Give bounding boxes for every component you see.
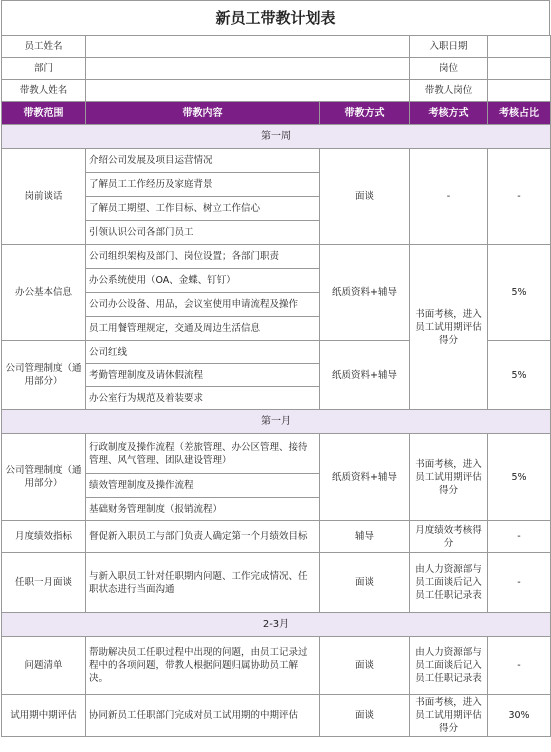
ratio-cell: 5%	[488, 245, 551, 341]
content-cell: 与新入职员工针对任职期内问题、工作完成情况、任职状态进行当面沟通	[86, 553, 320, 613]
section-title: 2-3月	[2, 613, 551, 637]
scope-cell: 试用期中期评估	[2, 695, 86, 737]
header-ratio: 考核占比	[488, 102, 551, 125]
content-cell: 了解员工期望、工作目标、树立工作信心	[86, 197, 320, 221]
method-cell: 面谈	[320, 553, 410, 613]
content-cell: 公司组织架构及部门、岗位设置；各部门职责	[86, 245, 320, 269]
assess-cell: 书面考核，进入员工试用期评估得分	[410, 695, 488, 737]
mentor-position-field[interactable]	[488, 80, 551, 102]
table-row	[2, 434, 551, 474]
position-field[interactable]	[488, 58, 551, 80]
scope-cell: 月度绩效指标	[2, 521, 86, 553]
header-method: 带教方式	[320, 102, 410, 125]
header-row	[2, 102, 551, 125]
join-date-label: 入职日期	[410, 36, 488, 58]
content-cell: 行政制度及操作流程（差旅管理、办公区管理、接待管理、风气管理、团队建设管理）	[86, 434, 320, 474]
assess-cell: 书面考核，进入员工试用期评估得分	[410, 434, 488, 521]
emp-name-field[interactable]	[86, 36, 410, 58]
content-cell: 考勤管理制度及请休假流程	[86, 364, 320, 387]
mentor-name-label: 带教人姓名	[2, 80, 86, 102]
scope-cell: 公司管理制度（通用部分）	[2, 341, 86, 410]
method-cell: 面谈	[320, 695, 410, 737]
scope-cell: 任职一月面谈	[2, 553, 86, 613]
table-row	[2, 695, 551, 737]
info-row-mentor	[2, 80, 551, 102]
header-content: 带教内容	[86, 102, 320, 125]
info-row-dept	[2, 58, 551, 80]
header-scope: 带教范围	[2, 102, 86, 125]
method-cell: 面谈	[320, 637, 410, 695]
header-assess: 考核方式	[410, 102, 488, 125]
assess-cell: -	[410, 149, 488, 245]
mentor-position-label: 带教人岗位	[410, 80, 488, 102]
table-row	[2, 149, 551, 173]
method-cell: 纸质资料+辅导	[320, 245, 410, 341]
ratio-cell: 5%	[488, 434, 551, 521]
content-cell: 介绍公司发展及项目运营情况	[86, 149, 320, 173]
section-week1	[2, 125, 551, 149]
method-cell: 面谈	[320, 149, 410, 245]
content-cell: 帮助解决员工任职过程中出现的问题，由员工记录过程中的各项问题，带教人根据问题归属协助员工解决。	[86, 637, 320, 695]
content-cell: 办公系统使用（OA、金蝶、钉钉）	[86, 269, 320, 293]
scope-cell: 问题清单	[2, 637, 86, 695]
ratio-cell: -	[488, 637, 551, 695]
table-row	[2, 521, 551, 553]
content-cell: 绩效管理制度及操作流程	[86, 474, 320, 498]
mentor-name-field[interactable]	[86, 80, 410, 102]
section-title: 第一周	[2, 125, 551, 149]
ratio-cell: 5%	[488, 341, 551, 410]
ratio-cell: 30%	[488, 695, 551, 737]
position-label: 岗位	[410, 58, 488, 80]
assess-cell: 书面考核，进入员工试用期评估得分	[410, 245, 488, 410]
assess-cell: 月度绩效考核得分	[410, 521, 488, 553]
content-cell: 公司红线	[86, 341, 320, 364]
plan-table	[1, 35, 551, 737]
content-cell: 督促新入职员工与部门负责人确定第一个月绩效目标	[86, 521, 320, 553]
join-date-field[interactable]	[488, 36, 551, 58]
content-cell: 公司办公设备、用品，会议室使用申请流程及操作	[86, 293, 320, 317]
assess-cell: 由人力资源部与员工面谈后记入员工任职记录表	[410, 553, 488, 613]
dept-field[interactable]	[86, 58, 410, 80]
emp-name-label: 员工姓名	[2, 36, 86, 58]
content-cell: 基础财务管理制度（报销流程）	[86, 498, 320, 521]
table-row	[2, 637, 551, 695]
content-cell: 协同新员工任职部门完成对员工试用期的中期评估	[86, 695, 320, 737]
method-cell: 纸质资料+辅导	[320, 434, 410, 521]
plan-sheet	[1, 0, 550, 737]
content-cell: 了解员工工作经历及家庭背景	[86, 173, 320, 197]
section-title: 第一月	[2, 410, 551, 434]
dept-label: 部门	[2, 58, 86, 80]
section-month23	[2, 613, 551, 637]
scope-cell: 岗前谈话	[2, 149, 86, 245]
info-row-name	[2, 36, 551, 58]
content-cell: 办公室行为规范及着装要求	[86, 387, 320, 410]
ratio-cell: -	[488, 149, 551, 245]
section-month1	[2, 410, 551, 434]
ratio-cell: -	[488, 553, 551, 613]
sheet-title: 新员工带教计划表	[1, 0, 550, 35]
content-cell: 员工用餐管理规定，交通及周边生活信息	[86, 317, 320, 341]
table-row	[2, 245, 551, 269]
method-cell: 辅导	[320, 521, 410, 553]
table-row	[2, 553, 551, 613]
scope-cell: 办公基本信息	[2, 245, 86, 341]
method-cell: 纸质资料+辅导	[320, 341, 410, 410]
ratio-cell: -	[488, 521, 551, 553]
assess-cell: 由人力资源部与员工面谈后记入员工任职记录表	[410, 637, 488, 695]
scope-cell: 公司管理制度（通用部分）	[2, 434, 86, 521]
content-cell: 引领认识公司各部门员工	[86, 221, 320, 245]
